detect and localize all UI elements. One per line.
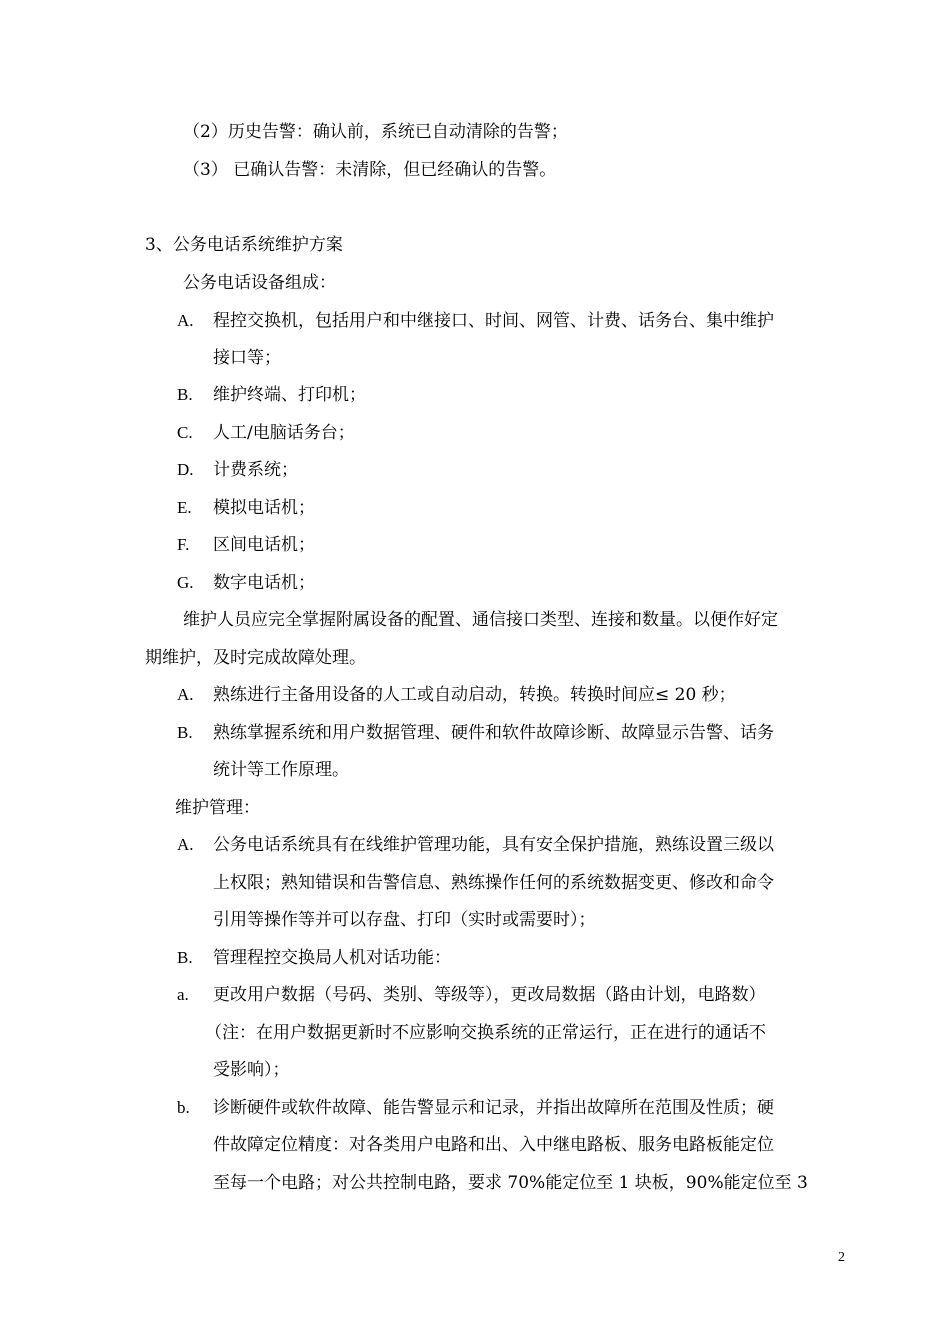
skill-item: B. 熟练掌握系统和用户数据管理、硬件和软件故障诊断、故障显示告警、话务 — [177, 723, 774, 743]
equipment-intro: 公务电话设备组成： — [183, 273, 336, 293]
equipment-item: D. 计费系统； — [177, 460, 298, 480]
sub-item: a. 更改用户数据（号码、类别、等级等），更改局数据（路由计划，电路数） — [177, 985, 766, 1005]
sub-item-cont: 至每一个电路；对公共控制电路，要求 70%能定位至 1 块板，90%能定位至 3 — [213, 1173, 808, 1193]
mgmt-item-cont: 上权限；熟知错误和告警信息、熟练操作任何的系统数据变更、修改和命令 — [213, 873, 774, 893]
sub-item-cont: （注：在用户数据更新时不应影响交换系统的正常运行，正在进行的通话不 — [205, 1023, 766, 1043]
skill-item: A. 熟练进行主备用设备的人工或自动启动，转换。转换时间应≤ 20 秒； — [177, 685, 736, 705]
mgmt-item-cont: 引用等操作等并可以存盘、打印（实时或需要时）； — [213, 910, 596, 930]
alarm-type-3: （3） 已确认告警：未清除，但已经确认的告警。 — [183, 160, 557, 180]
equipment-item: F. 区间电话机； — [177, 535, 315, 555]
equipment-item: C. 人工/电脑话务台； — [177, 423, 355, 443]
page-number: 2 — [838, 1250, 845, 1265]
equipment-item: G. 数字电话机； — [177, 573, 315, 593]
equipment-item: B. 维护终端、打印机； — [177, 385, 366, 405]
sub-item: b. 诊断硬件或软件故障、能告警显示和记录，并指出故障所在范围及性质；硬 — [177, 1098, 774, 1118]
equipment-item: A. 程控交换机，包括用户和中继接口、时间、网管、计费、话务台、集中维护 — [177, 311, 774, 331]
mgmt-heading: 维护管理： — [175, 798, 260, 818]
equipment-item-cont: 接口等； — [213, 348, 281, 368]
staff-paragraph-line: 维护人员应完全掌握附属设备的配置、通信接口类型、连接和数量。以便作好定 — [183, 610, 778, 630]
sub-item-cont: 受影响）； — [213, 1060, 290, 1080]
equipment-item: E. 模拟电话机； — [177, 498, 315, 518]
skill-item-cont: 统计等工作原理。 — [213, 760, 349, 780]
alarm-type-2: （2）历史告警：确认前，系统已自动清除的告警； — [183, 122, 568, 142]
mgmt-item: A. 公务电话系统具有在线维护管理功能，具有安全保护措施，熟练设置三级以 — [177, 835, 774, 855]
mgmt-item: B. 管理程控交换局人机对话功能： — [177, 948, 451, 968]
sub-item-cont: 件故障定位精度：对各类用户电路和出、入中继电路板、服务电路板能定位 — [213, 1135, 774, 1155]
section-heading: 3、公务电话系统维护方案 — [145, 235, 343, 255]
staff-paragraph-line: 期维护，及时完成故障处理。 — [145, 648, 366, 668]
